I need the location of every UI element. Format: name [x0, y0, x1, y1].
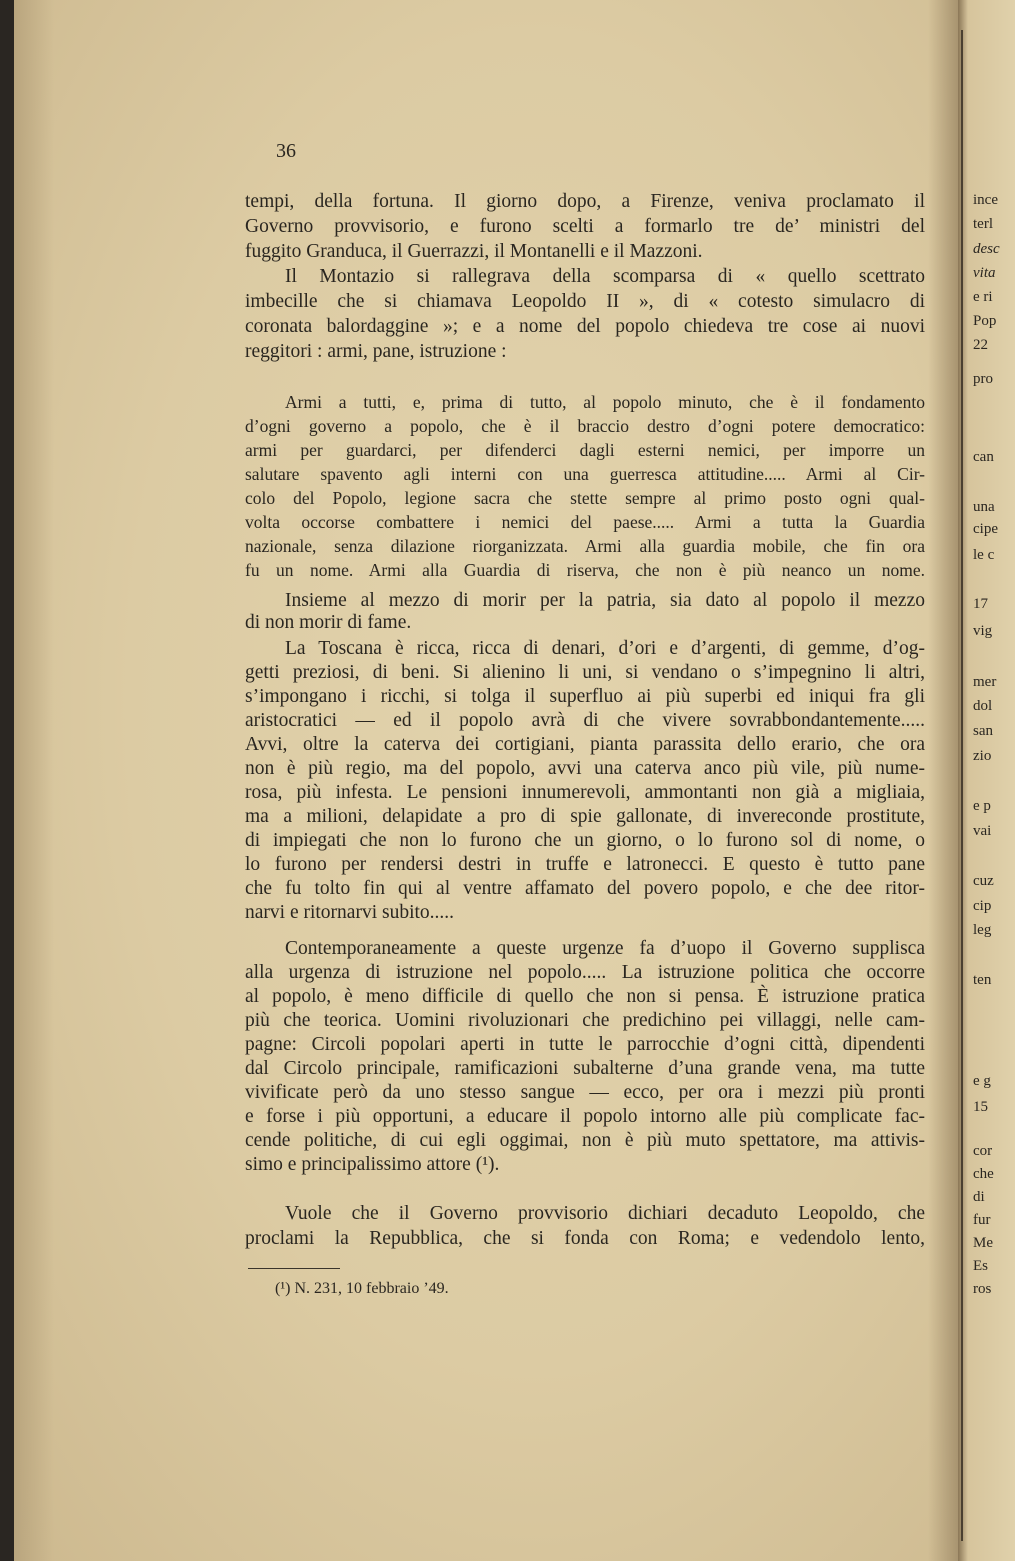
text-line: che fu tolto fin qui al ventre affamato del povero popolo, e che dee ritor-	[245, 878, 925, 899]
facing-page-fragment: cip	[973, 898, 992, 914]
quoted-text-line: d’ogni governo a popolo, che è il braccio destro d’ogni potere democratico:	[245, 416, 925, 436]
facing-page-fragment: cipe	[973, 521, 998, 537]
text-line: narvi e ritornarvi subito.....	[245, 902, 455, 923]
facing-page-edge	[958, 0, 1015, 1561]
facing-page-fragment: cuz	[973, 873, 994, 889]
facing-page-fragment: ince	[973, 192, 998, 208]
footnote-rule	[248, 1268, 340, 1269]
facing-page-fragment: le c	[973, 547, 995, 563]
text-line: s’impongano i ricchi, si tolga il superfluo ai più superbi ed iniqui fra gli	[245, 686, 925, 707]
facing-page-fragment: Me	[973, 1235, 993, 1251]
text-line: fuggito Granduca, il Guerrazzi, il Montanelli e il Mazzoni.	[245, 241, 703, 262]
facing-page-fragment: mer	[973, 674, 997, 690]
quoted-text-line: fu un nome. Armi alla Guardia di riserva, che non è più neanco un nome.	[245, 560, 925, 580]
facing-page-fragment: e p	[973, 798, 991, 814]
quoted-text-line: Armi a tutti, e, prima di tutto, al popolo minuto, che è il fondamento	[285, 392, 925, 412]
text-line: cende politiche, di cui egli oggimai, non è più muto spettatore, ma attivis-	[245, 1130, 925, 1151]
facing-page-fragment: di	[973, 1189, 985, 1205]
text-line: e forse i più opportuni, a educare il popolo intorno alle più complicate fac-	[245, 1106, 925, 1127]
facing-page-fragment: e g	[973, 1073, 991, 1089]
text-line: lo furono per rendersi destri in truffe e latronecci. E questo è tutto pane	[245, 854, 925, 875]
text-line: proclami la Repubblica, che si fonda con Roma; e vedendolo lento,	[245, 1228, 925, 1249]
quoted-text-line: armi per guardarci, per difenderci dagli esterni nemici, per imporre un	[245, 440, 925, 460]
text-line: al popolo, è meno difficile di quello che non si pensa. È istruzione pratica	[245, 986, 925, 1007]
text-line: Governo provvisorio, e furono scelti a formarlo tre de’ ministri del	[245, 216, 925, 237]
facing-page-fragment: desc	[973, 241, 1000, 257]
text-line: alla urgenza di istruzione nel popolo..... La istruzione politica che occorre	[245, 962, 925, 983]
text-line: non è più regio, ma del popolo, avvi una caterva anco più vile, più nume-	[245, 758, 925, 779]
book-page	[14, 0, 958, 1561]
text-line: rosa, più infesta. Le pensioni innumerevoli, ammontanti non già a migliaia,	[245, 782, 925, 803]
page-number: 36	[276, 140, 296, 162]
facing-page-fragment: Es	[973, 1258, 988, 1274]
facing-page-fragment: dol	[973, 698, 993, 714]
quoted-text-line: nazionale, senza dilazione riorganizzata. Armi alla guardia mobile, che fin ora	[245, 536, 925, 556]
text-line: più che teorica. Uomini rivoluzionari che predichino pei villaggi, nelle cam-	[245, 1010, 925, 1031]
text-line: pagne: Circoli popolari aperti in tutte le parrocchie d’ogni città, dipendenti	[245, 1034, 925, 1055]
quoted-text-line: salutare spavento agli interni con una guerresca attitudine..... Armi al Cir-	[245, 464, 925, 484]
text-line: Vuole che il Governo provvisorio dichiari decaduto Leopoldo, che	[285, 1203, 925, 1224]
text-line: Insieme al mezzo di morir per la patria, sia dato al popolo il mezzo	[285, 590, 925, 611]
facing-page-fragment: una	[973, 499, 995, 515]
text-line: aristocratici — ed il popolo avrà di che vivere sovrabbondantemente.....	[245, 710, 925, 731]
facing-page-fragment: che	[973, 1166, 994, 1182]
text-line: getti preziosi, di beni. Si alienino li uni, si vendano o s’impegnino li altri,	[245, 662, 925, 683]
facing-page-fragment: fur	[973, 1212, 991, 1228]
text-line: vivificate però da uno stesso sangue — ecco, per ora i mezzi più pronti	[245, 1082, 925, 1103]
text-line: tempi, della fortuna. Il giorno dopo, a Firenze, veniva proclamato il	[245, 191, 925, 212]
facing-page-fragment: Pop	[973, 313, 997, 329]
footnote: (¹) N. 231, 10 febbraio ’49.	[275, 1280, 449, 1297]
facing-page-fragment: cor	[973, 1143, 993, 1159]
facing-page-fragment: e ri	[973, 289, 993, 305]
text-line: Il Montazio si rallegrava della scomparsa di « quello scettrato	[285, 266, 925, 287]
text-line: Avvi, oltre la caterva dei cortigiani, pianta parassita dello erario, che ora	[245, 734, 925, 755]
text-line: La Toscana è ricca, ricca di denari, d’ori e d’argenti, di gemme, d’og-	[285, 638, 925, 659]
facing-page-fragment: ros	[973, 1281, 992, 1297]
facing-page-fragment: terl	[973, 216, 993, 232]
text-line: di impiegati che non lo furono che un giorno, o lo furono sol di nome, o	[245, 830, 925, 851]
text-line: di non morir di fame.	[245, 612, 412, 633]
facing-page-fragment: ten	[973, 972, 992, 988]
text-line: ma a milioni, delapidate a pro di spie gallonate, di invereconde prostitute,	[245, 806, 925, 827]
text-line: Contemporaneamente a queste urgenze fa d’uopo il Governo supplisca	[285, 938, 925, 959]
facing-page-fragment: pro	[973, 371, 993, 387]
text-line: simo e principalissimo attore (¹).	[245, 1154, 500, 1175]
text-line: reggitori : armi, pane, istruzione :	[245, 341, 507, 362]
facing-page-fragment: vig	[973, 623, 993, 639]
facing-page-fragment: 17	[973, 596, 988, 612]
facing-page-fragment: san	[973, 723, 993, 739]
facing-page-fragment: 22	[973, 337, 988, 353]
facing-page-fragment: 15	[973, 1099, 988, 1115]
facing-page-fragment: leg	[973, 922, 992, 938]
facing-page-fragment: zio	[973, 748, 992, 764]
quoted-text-line: volta occorse combattere i nemici del paese..... Armi a tutta la Guardia	[245, 512, 925, 532]
facing-page-fragment: vita	[973, 265, 996, 281]
text-line: imbecille che si chiamava Leopoldo II », di « cotesto simulacro di	[245, 291, 925, 312]
text-line: dal Circolo principale, ramificazioni subalterne d’una grande vena, ma tutte	[245, 1058, 925, 1079]
facing-page-fragment: vai	[973, 823, 992, 839]
quoted-text-line: colo del Popolo, legione sacra che stette sempre al primo posto ogni qual-	[245, 488, 925, 508]
text-line: coronata balordaggine »; e a nome del popolo chiedeva tre cose ai nuovi	[245, 316, 925, 337]
facing-page-fragment: can	[973, 449, 994, 465]
